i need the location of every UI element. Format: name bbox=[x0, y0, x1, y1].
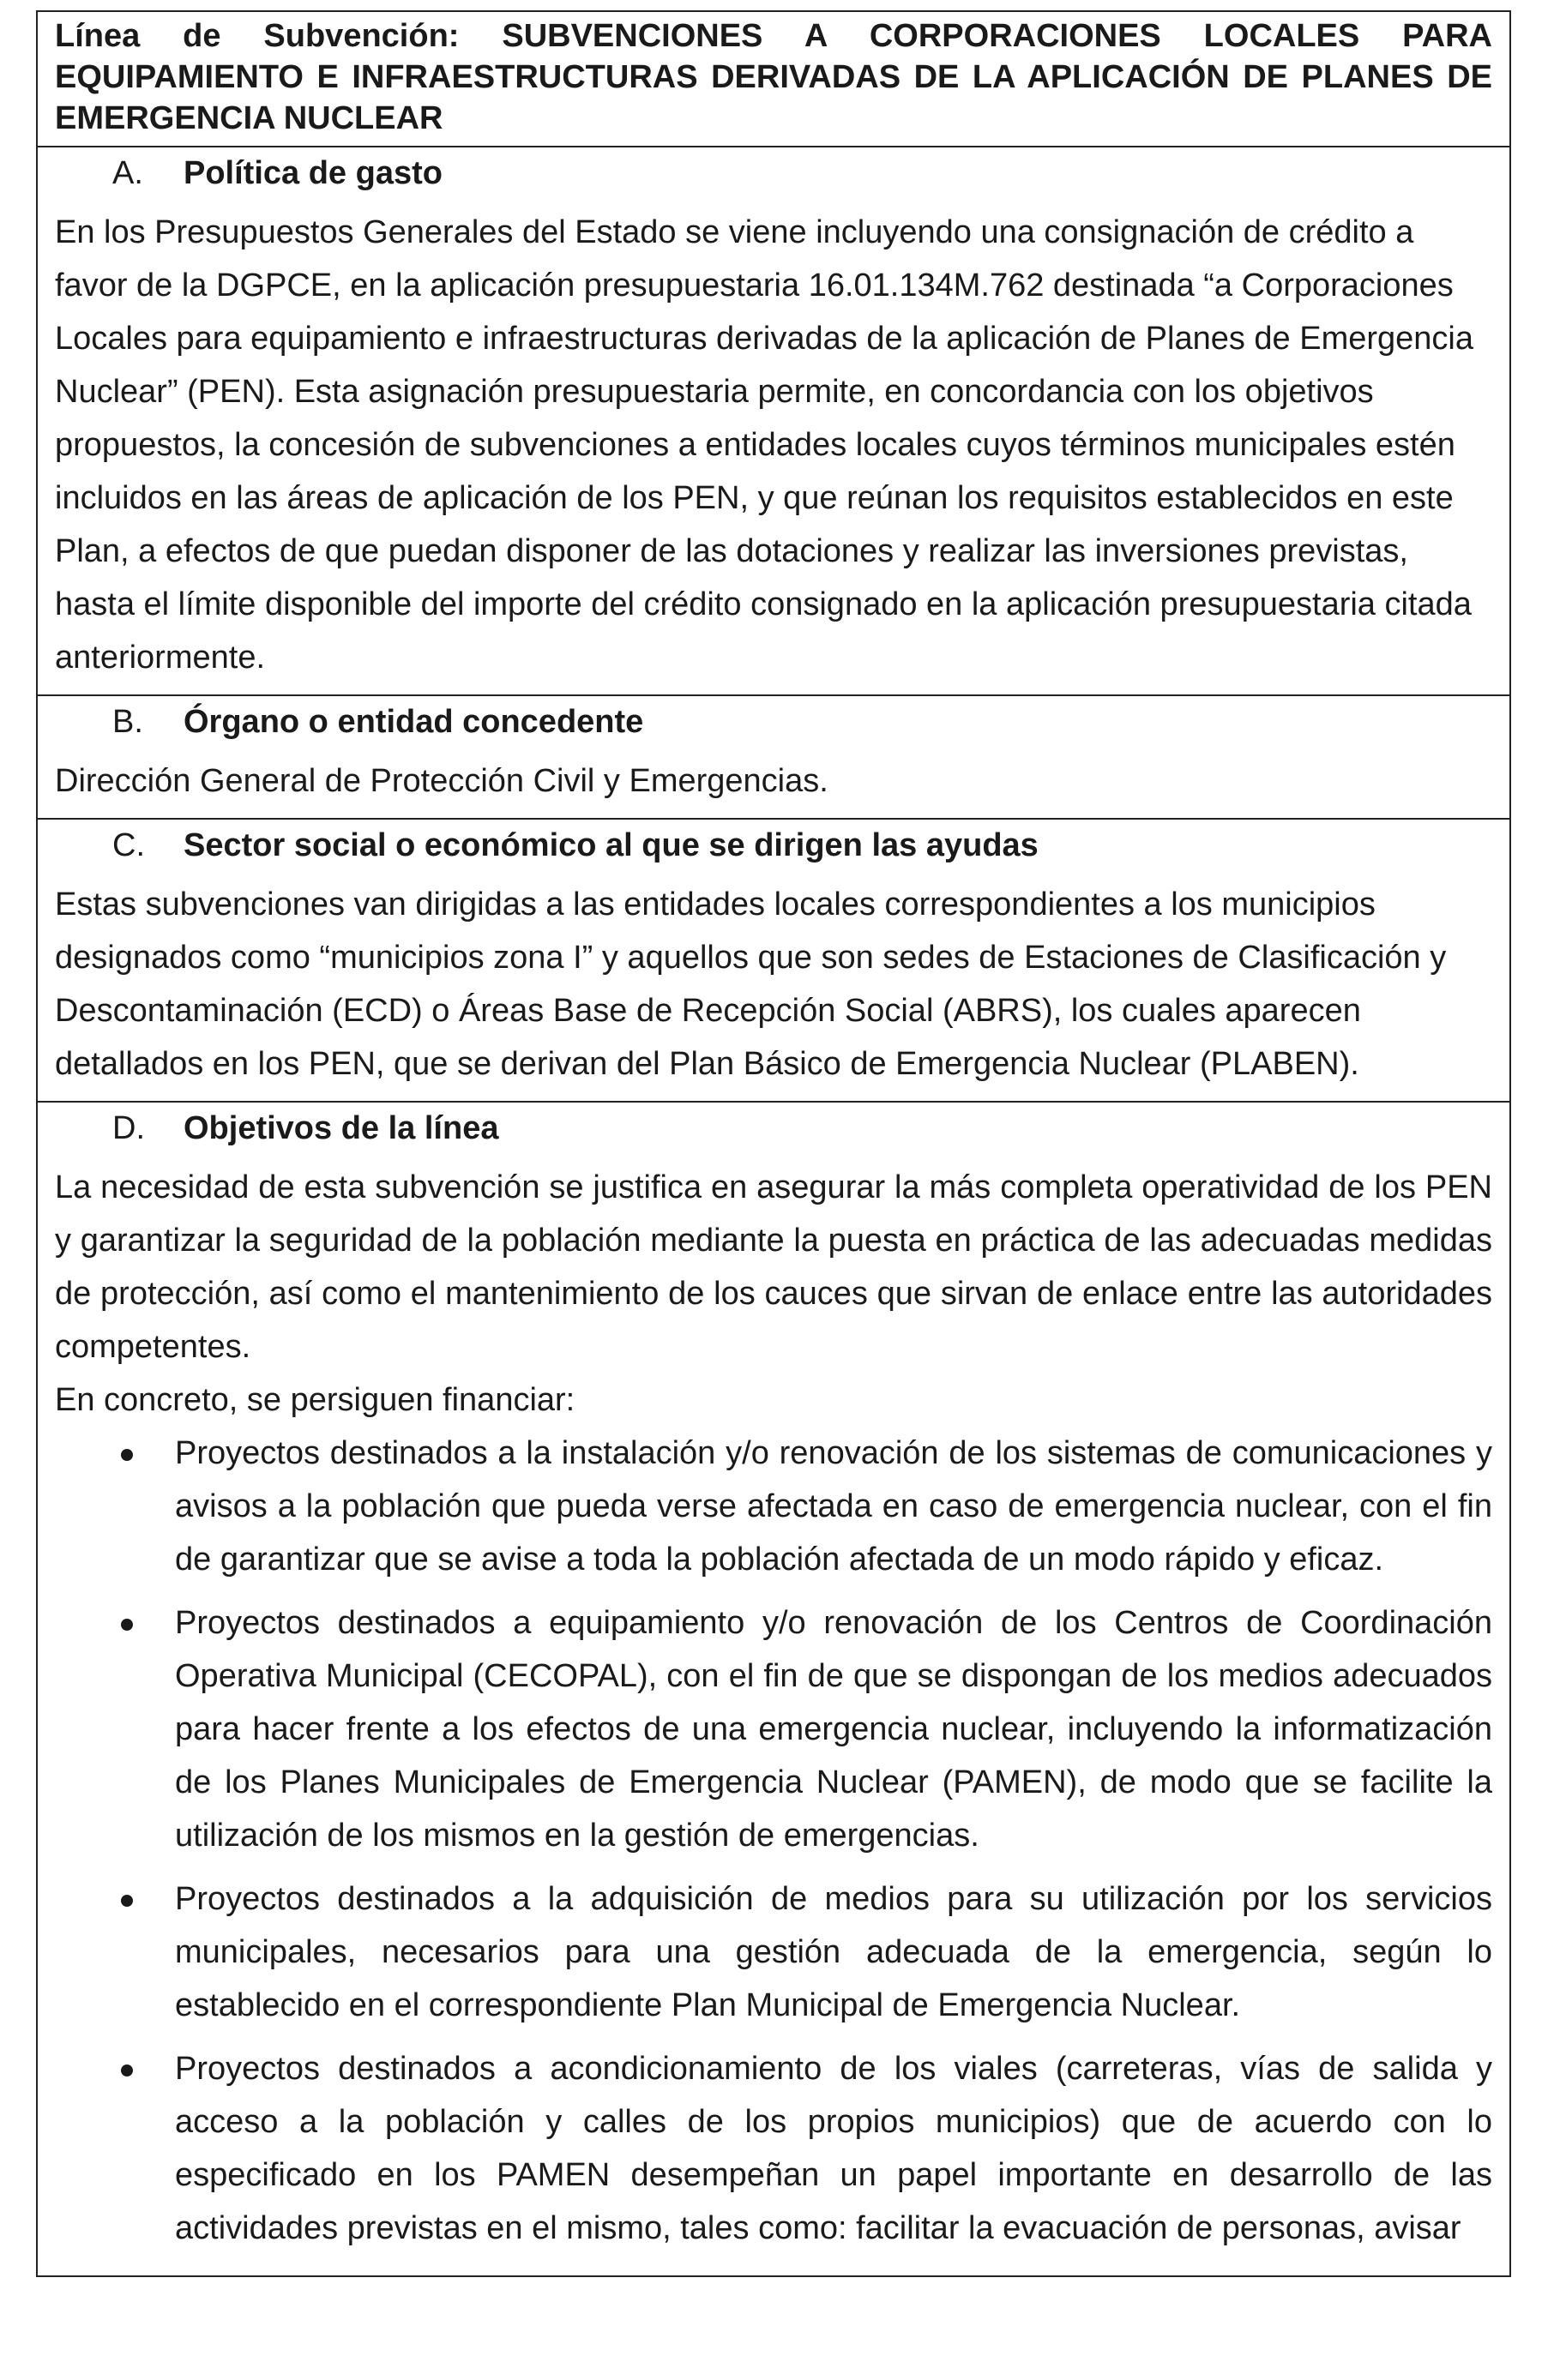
section-c-body: Estas subvenciones van dirigidas a las entidades locales correspondientes a los municipios designados como “municipios zona I” y aquellos que son sedes de Estaciones de Clasificación y Descontaminación (ECD) o Áreas Base de Recepción Social (ABRS), los cuales aparecen detallados en los PEN, que se derivan del Plan Básico de Emergencia Nuclear (PLABEN). bbox=[55, 886, 1447, 1082]
section-c-title: Sector social o económico al que se dirigen las ayudas bbox=[184, 827, 1039, 863]
section-a-heading bbox=[55, 151, 1492, 195]
subsidy-line-title: Línea de Subvención: SUBVENCIONES A CORPORACIONES LOCALES PARA EQUIPAMIENTO E INFRAESTRUCTURAS DERIVADAS DE LA APLICACIÓN DE PLANES DE EMERGENCIA NUCLEAR bbox=[55, 18, 1492, 136]
section-d-heading bbox=[55, 1106, 1492, 1151]
section-b-letter: B. bbox=[112, 704, 143, 740]
section-d bbox=[38, 1103, 1509, 2275]
section-d-body: La necesidad de esta subvención se justifica en asegurar la más completa operatividad de los PEN y garantizar la seguridad de la población mediante la puesta en práctica de las adecuadas medidas de protección, así como el mantenimiento de los cauces que sirvan de enlace entre las autoridades competentes. bbox=[55, 1169, 1492, 1365]
list-item-text: Proyectos destinados a la instalación y/o renovación de los sistemas de comunicaciones y avisos a la población que pueda verse afectada en caso de emergencia nuclear, con el fin de garantizar que se avise a toda la población afectada de un modo rápido y eficaz. bbox=[175, 1435, 1492, 1578]
section-d-title: Objetivos de la línea bbox=[184, 1110, 499, 1146]
section-c bbox=[38, 820, 1509, 1103]
section-d-letter: D. bbox=[112, 1110, 145, 1146]
bullet-icon bbox=[55, 1872, 175, 2032]
list-item-text: Proyectos destinados a la adquisición de medios para su utilización por los servicios municipales, necesarios para una gestión adecuada de la emergencia, según lo establecido en el correspondiente Plan Municipal de Emergencia Nuclear. bbox=[175, 1881, 1492, 2023]
section-b bbox=[38, 696, 1509, 820]
bullet-icon bbox=[55, 2042, 175, 2255]
list-item-text: Proyectos destinados a equipamiento y/o renovación de los Centros de Coordinación Operativa Municipal (CECOPAL), con el fin de que se dispongan de los medios adecuados para hacer frente a los efectos de una emergencia nuclear, incluyendo la informatización de los Planes Municipales de Emergencia Nuclear (PAMEN), de modo que se facilite la utilización de los mismos en la gestión de emergencias. bbox=[175, 1605, 1492, 1854]
section-a bbox=[38, 147, 1509, 696]
section-c-heading bbox=[55, 823, 1492, 868]
list-item bbox=[55, 1427, 1492, 1586]
section-d-intro: En concreto, se persiguen financiar: bbox=[55, 1382, 575, 1418]
list-item bbox=[55, 1596, 1492, 1862]
section-a-title: Política de gasto bbox=[184, 155, 443, 191]
section-b-heading bbox=[55, 700, 1492, 744]
document-table bbox=[36, 10, 1511, 2277]
section-c-letter: C. bbox=[112, 827, 145, 863]
list-item-text: Proyectos destinados a acondicionamiento de los viales (carreteras, vías de salida y acceso a la población y calles de los propios municipios) que de acuerdo con lo especificado en los PAMEN desempeñan un papel importante en desarrollo de las actividades previstas en el mismo, tales como: facilitar la evacuación de personas, avisar bbox=[175, 2051, 1492, 2246]
section-b-body: Dirección General de Protección Civil y Emergencias. bbox=[55, 763, 828, 799]
section-b-title: Órgano o entidad concedente bbox=[184, 704, 644, 740]
objectives-list bbox=[55, 1427, 1492, 2255]
section-a-letter: A. bbox=[112, 155, 143, 191]
bullet-icon bbox=[55, 1596, 175, 1862]
subsidy-line-header bbox=[38, 12, 1509, 147]
list-item bbox=[55, 1872, 1492, 2032]
bullet-icon bbox=[55, 1427, 175, 1586]
section-a-body: En los Presupuestos Generales del Estado se viene incluyendo una consignación de crédito a favor de la DGPCE, en la aplicación presupuestaria 16.01.134M.762 destinada “a Corporaciones Locales para equipamiento e infraestructuras derivadas de la aplicación de Planes de Emergencia Nuclear” (PEN). Esta asignación presupuestaria permite, en concordancia con los objetivos propuestos, la concesión de subvenciones a entidades locales cuyos términos municipales estén incluidos en las áreas de aplicación de los PEN, y que reúnan los requisitos establecidos en este Plan, a efectos de que puedan disponer de las dotaciones y realizar las inversiones previstas, hasta el límite disponible del importe del crédito consignado en la aplicación presupuestaria citada anteriormente. bbox=[55, 214, 1474, 676]
list-item bbox=[55, 2042, 1492, 2255]
